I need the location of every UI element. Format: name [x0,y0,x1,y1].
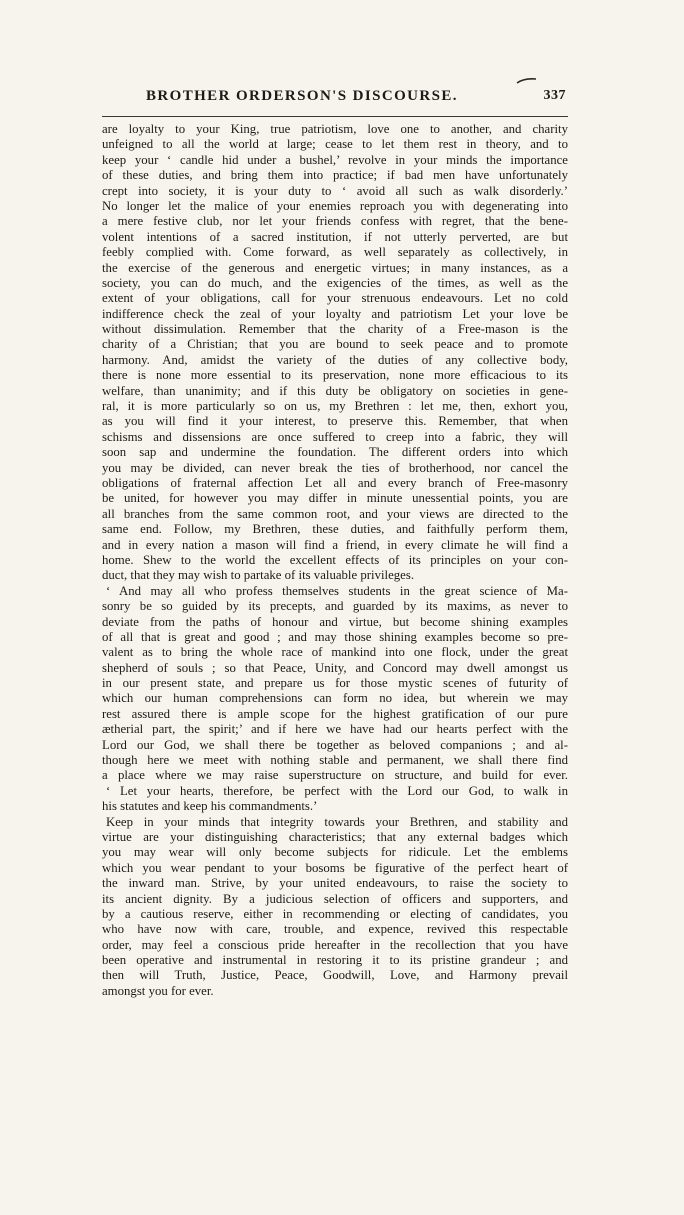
page-header [102,84,568,110]
text-line: feebly complied with. Come forward, as well separately as collectively, in [102,245,568,260]
text-line: indifference check the zeal of your loyalty and patriotism Let your love be [102,306,568,321]
text-line: ral, it is more particularly so on us, my Brethren : let me, then, exhort you, [102,399,568,414]
text-line: then will Truth, Justice, Peace, Goodwill, Love, and Harmony prevail [102,968,568,983]
text-line: by a cautious reserve, either in recommending or electing of candidates, you [102,906,568,921]
text-line: welfare, than unanimity; and if this duty be obligatory on societies in gene- [102,383,568,398]
header-rule [102,116,568,117]
text-line: extent of your obligations, call for your strenuous endeavours. Let no cold [102,291,568,306]
book-page [102,84,568,999]
text-line: Lord our God, we shall there be together as beloved companions ; and al- [102,737,568,752]
text-line: No longer let the malice of your enemies reproach you with degenerating into [102,198,568,213]
text-line: in our present state, and prepare us for those mystic scenes of futurity of [102,676,568,691]
text-line: without dissimulation. Remember that the charity of a Free-mason is the [102,322,568,337]
text-line: the inward man. Strive, by your united endeavours, to raise the society to [102,876,568,891]
text-line: same end. Follow, my Brethren, these duties, and faithfully perform them, [102,522,568,537]
text-line: harmony. And, amidst the variety of the duties of any collective body, [102,352,568,367]
text-line: society, you can do much, and the exigencies of the times, as well as the [102,275,568,290]
text-line: rest assured there is ample scope for the highest gratification of our pure [102,706,568,721]
text-line: a mere festive club, nor let your friends confess with regret, that the bene- [102,214,568,229]
text-line: home. Shew to the world the excellent effects of its principles on your con- [102,552,568,567]
ink-mark-icon [516,76,538,86]
text-line: order, may feel a conscious pride hereafter in the recollection that you have [102,937,568,952]
text-line: virtue are your distinguishing characteristics; that any external badges which [102,829,568,844]
text-line: though here we meet with nothing stable and permanent, we shall there find [102,753,568,768]
text-line: Keep in your minds that integrity towards your Brethren, and stability and [106,814,568,829]
text-line: ‘ Let your hearts, therefore, be perfect with the Lord our God, to walk in [106,783,568,798]
text-line: shepherd of souls ; so that Peace, Unity, and Concord may dwell amongst us [102,660,568,675]
page-number: 337 [543,88,566,103]
text-line: the exercise of the generous and energetic virtues; in many instances, as a [102,260,568,275]
text-line: his statutes and keep his commandments.’ [102,799,318,814]
text-line: ‘ And may all who profess themselves students in the great science of Ma- [106,583,568,598]
text-line: schisms and dissensions are once suffered to creep into a fabric, they will [102,429,568,444]
text-line: keep your ‘ candle hid under a bushel,’ revolve in your minds the importance [102,152,568,167]
text-line: ætherial part, the spirit;’ and if here we have had our hearts perfect with the [102,722,568,737]
text-line: amongst you for ever. [102,983,214,998]
text-line: soon sap and undermine the foundation. The different orders into which [102,445,568,460]
text-line: of all that is great and good ; and may those shining examples become so pre- [102,629,568,644]
text-line: are loyalty to your King, true patriotism, love one to another, and charity [102,122,568,136]
text-line: be united, for however you may differ in minute unessential points, you are [102,491,568,506]
text-line: its ancient dignity. By a judicious selection of officers and supporters, and [102,891,568,906]
text-line: a place where we may raise superstructure on structure, and build for ever. [102,768,568,783]
running-title: BROTHER ORDERSON'S DISCOURSE. [146,88,458,104]
body-text [102,122,568,999]
text-line: you may be divided, can never break the ties of brotherhood, nor cancel the [102,460,568,475]
text-line: you may wear will only become subjects for ridicule. Let the emblems [102,845,568,860]
text-line: been operative and instrumental in restoring it to its pristine grandeur ; and [102,953,568,968]
text-line: who have now with care, trouble, and expence, revived this respectable [102,922,568,937]
text-line: valent as to bring the whole race of mankind into one flock, under the great [102,645,568,660]
text-line: as you will find it your interest, to preserve this. Remember, that when [102,414,568,429]
text-line: sonry be so guided by its precepts, and guarded by its maxims, as never to [102,599,568,614]
text-line: deviate from the paths of honour and virtue, but become shining examples [102,614,568,629]
text-line: of these duties, and bring them into practice; if bad men have unfortunately [102,168,568,183]
text-line: there is none more essential to its preservation, none more efficacious to its [102,368,568,383]
text-line: obligations of fraternal affection Let all and every branch of Free-masonry [102,475,568,490]
text-line: charity of a Christian; that you are bound to seek peace and to promote [102,337,568,352]
text-line: volent intentions of a sacred institution, if not utterly perverted, are but [102,229,568,244]
text-line: unfeigned to all the world at large; cease to let them rest in theory, and to [102,137,568,152]
text-line: and in every nation a mason will find a friend, in every climate he will find a [102,537,568,552]
text-line: duct, that they may wish to partake of its valuable privileges. [102,568,415,583]
text-line: crept into society, it is your duty to ‘ avoid all such as walk disorderly.’ [102,183,568,198]
text-line: which our human comprehensions can form no idea, but wherein we may [102,691,568,706]
text-line: which you wear pendant to your bosoms be figurative of the perfect heart of [102,860,568,875]
text-line: all branches from the same common root, and your views are directed to the [102,506,568,521]
